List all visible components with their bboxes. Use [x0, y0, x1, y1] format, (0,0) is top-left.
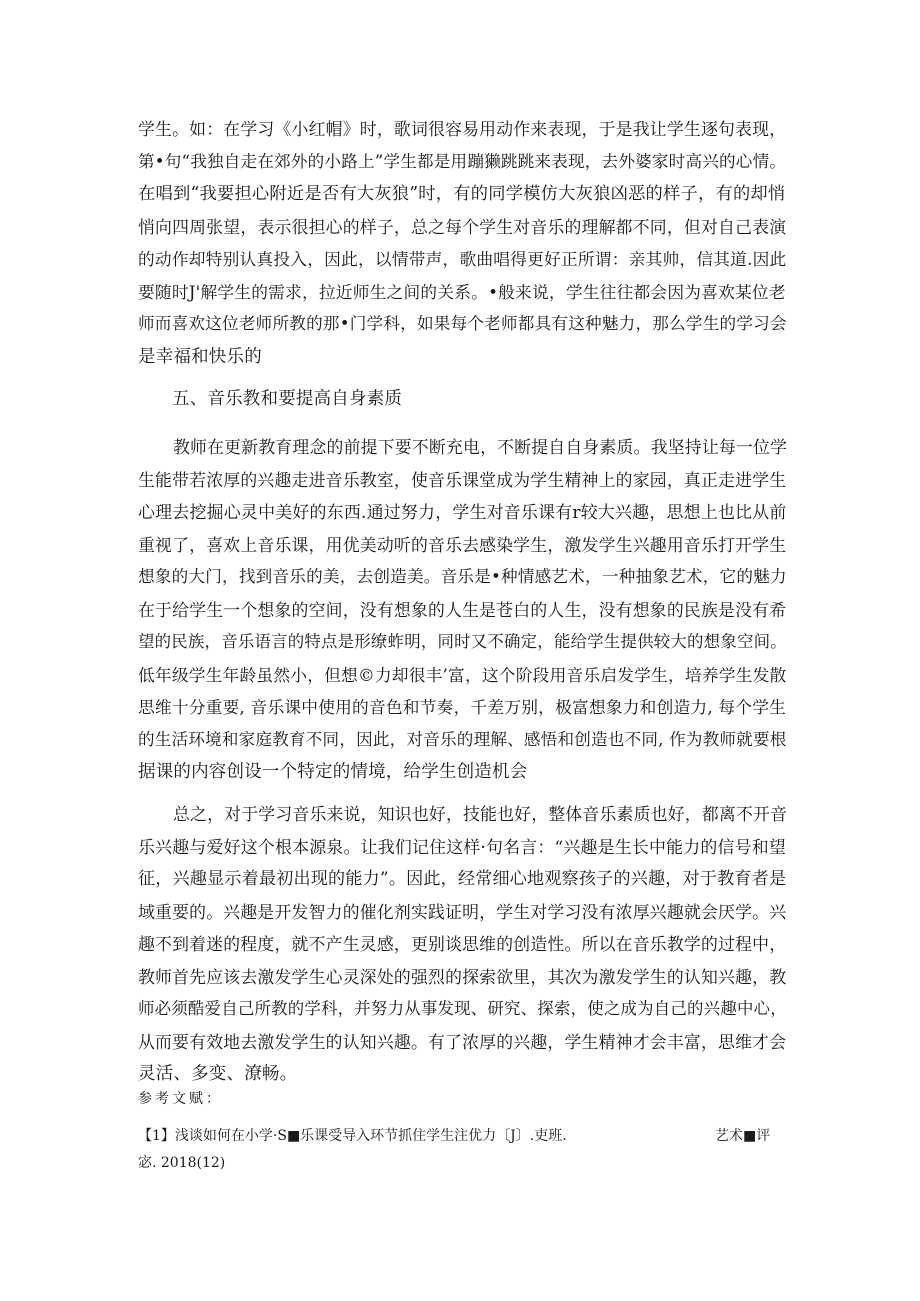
paragraph-2-line: 重视了，喜欢上音乐课，用优美动听的音乐去感染学生，激发学生兴趣用音乐打开学生 [138, 534, 787, 555]
paragraph-2-line: 的生活环境和家庭教育不同，因此，对音乐的理解、感悟和创造也不同, 作为教师就要根 [138, 729, 787, 749]
reference-entry-main: 【1】浅谈如何在小学·S■乐课受导入环节抓住学生注优力〔J〕.吏班. [138, 1128, 567, 1144]
paragraph-3-line: 从而要有效地去激发学生的认知兴趣。有了浓厚的兴趣，学生精神才会丰富，思维才会 [138, 1031, 787, 1052]
paragraph-1-line: 学生。如：在学习《小红帽》时，歌词很容易用动作来表现，于是我让学生逐句表现， [138, 119, 787, 139]
reference-entry-continuation: 宓. 2018(12) [138, 1155, 226, 1171]
paragraph-2 [138, 431, 793, 789]
paragraph-2-line: 教师在更新教育理念的前提下要不断充电，不断提自自身素质。我坚持让每一位学 [173, 437, 788, 457]
paragraph-2-line: 在于给学生一个想象的空间，没有想象的人生是苍白的人生，没有想象的民族是没有希 [138, 599, 787, 620]
section-heading: 五、音乐教和要提高自身素质 [172, 389, 403, 409]
paragraph-1-line: 是幸福和快乐的 [138, 346, 262, 367]
paragraph-3-line: 乐兴趣与爱好这个根本源泉。让我们记住这样·句名言：“兴趣是生长中能力的信号和望 [138, 836, 786, 857]
paragraph-3-line: 教师首先应该去激发学生心灵深处的强烈的探索欲里，其次为激发学生的认知兴趣，教 [138, 966, 787, 987]
paragraph-3-line: 趣不到着迷的程度，就不产生灵感，更别谈思维的创造性。所以在音乐教学的过程中， [138, 934, 787, 954]
paragraph-1-line: 在唱到“我要担心附近是否有大灰狼”时，有的同学模仿大灰狼凶恶的样子，有的却悄 [138, 184, 786, 204]
paragraph-3-line: 征，兴趣显示着最初出现的能力”。因此，经常细心地观察孩子的兴趣，对于教育者是 [138, 869, 787, 889]
paragraph-3-line: 总之，对于学习音乐来说，知识也好，技能也好，整体音乐素质也好，都离不开音 [173, 804, 788, 824]
paragraph-2-line: 生能带若浓厚的兴趣走进音乐教室，使音乐课堂成为学生精神上的家园，真正走进学生 [138, 469, 787, 490]
paragraph-2-line: 据课的内容创设一个特定的情境，给学生创造机会 [138, 762, 528, 782]
paragraph-3 [138, 798, 793, 1091]
paragraph-2-line: 望的民族，音乐语言的特点是形缭蚱明，同时又不确定，能给学生提供较大的想象空间。 [138, 632, 787, 651]
paragraph-2-line: 低年级学生年龄虽然小，但想©力却很丰’富，这个阶段用音乐启发学生，培养学生发散 [138, 664, 787, 685]
paragraph-2-line: 想象的大门，找到音乐的美，去创造美。音乐是•种情感艺术，一种抽象艺术，它的魅力 [138, 567, 787, 586]
paragraph-1-line: 师而喜欢这位老师所教的那•门学科，如果每个老师都具有这种魅力，那么学生的学习会 [138, 314, 787, 333]
paragraph-2-line: 心理去挖掘心灵中美好的东西.通过努力，学生对音乐课有r较大兴趣，思想上也比从前 [138, 502, 787, 522]
reference-entry-journal: 艺术■评 [715, 1128, 771, 1144]
paragraph-2-line: 思维十分重要, 音乐课中使用的音色和节奏，千差万别，极富想象力和创造力, 每个学生 [138, 697, 787, 717]
paragraph-3-line: 域重要的。兴趣是开发智力的催化剂实践证明，学生对学习没有浓厚兴趣就会厌学。兴 [138, 901, 787, 922]
reference-entry [138, 1123, 793, 1150]
paragraph-3-line: 师必须酷爱自己所教的学科，并努力从事发现、研究、探索，使之成为自己的兴趣中心， [138, 999, 787, 1018]
paragraph-1 [138, 113, 793, 373]
paragraph-1-line: 悄向四周张望，表示很担心的样子，总之每个学生对音乐的理解都不同，但对自己表演 [138, 216, 787, 237]
paragraph-1-line: 要随时J'解学生的需求，拉近师生之间的关系。•般来说，学生往往都会因为喜欢某位老 [138, 281, 786, 302]
paragraph-1-line: 的动作却特别认真投入，因此，以情带声，歌曲唱得更好正所谓：亲其帅，信其道.因此 [138, 249, 787, 269]
references-label: 参考文赋： [138, 1091, 223, 1107]
paragraph-3-line: 灵活、多变、潦畅。 [138, 1064, 298, 1084]
paragraph-1-line: 第•句“我独自走在郊外的小路上”学生都是用蹦獭跳跳来表现，去外婆家时高兴的心情。 [138, 151, 787, 171]
